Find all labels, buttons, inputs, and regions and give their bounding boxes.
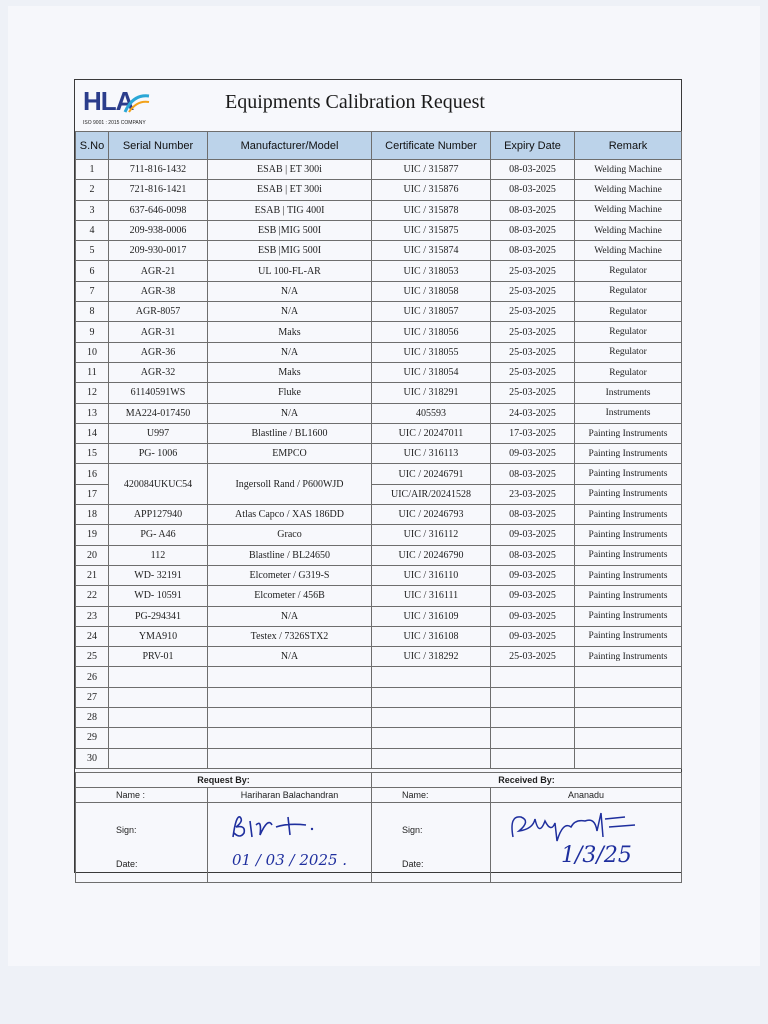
cell-serial: YMA910 xyxy=(109,626,208,646)
table-row xyxy=(76,281,682,301)
cell-serial: 721-816-1421 xyxy=(109,180,208,200)
cell-serial xyxy=(109,708,208,728)
cell-remark: Painting Instruments xyxy=(575,484,682,504)
cell-expiry: 08-03-2025 xyxy=(491,200,575,220)
cell-expiry: 08-03-2025 xyxy=(491,545,575,565)
cell-serial: AGR-31 xyxy=(109,322,208,342)
cell-expiry: 09-03-2025 xyxy=(491,565,575,585)
cell-expiry: 25-03-2025 xyxy=(491,342,575,362)
cell-sno: 8 xyxy=(76,302,109,322)
table-row xyxy=(76,586,682,606)
cell-serial: WD- 10591 xyxy=(109,586,208,606)
cell-model: ESAB | ET 300i xyxy=(208,160,372,180)
cell-cert: UIC / 316108 xyxy=(372,626,491,646)
cell-remark: Painting Instruments xyxy=(575,647,682,667)
cell-remark xyxy=(575,708,682,728)
cell-model: ESAB | ET 300i xyxy=(208,180,372,200)
cell-model: ESB |MIG 500I xyxy=(208,220,372,240)
cell-remark: Regulator xyxy=(575,362,682,382)
table-row xyxy=(76,505,682,525)
cell-expiry: 25-03-2025 xyxy=(491,261,575,281)
cell-sno: 5 xyxy=(76,241,109,261)
cell-remark: Painting Instruments xyxy=(575,626,682,646)
cell-cert: UIC / 20247011 xyxy=(372,423,491,443)
cell-cert: UIC / 315874 xyxy=(372,241,491,261)
table-row xyxy=(76,220,682,240)
table-row xyxy=(76,362,682,382)
cell-remark: Regulator xyxy=(575,322,682,342)
table-row xyxy=(76,626,682,646)
receiver-name: Ananadu xyxy=(491,788,682,803)
cell-sno: 29 xyxy=(76,728,109,748)
cell-serial: 209-938-0006 xyxy=(109,220,208,240)
table-row xyxy=(76,545,682,565)
receiver-signature xyxy=(505,807,645,847)
cell-sno: 20 xyxy=(76,545,109,565)
cell-cert xyxy=(372,687,491,707)
cell-serial: PRV-01 xyxy=(109,647,208,667)
request-sign-date-labels xyxy=(76,803,208,883)
cell-model: Maks xyxy=(208,362,372,382)
cell-serial xyxy=(109,667,208,687)
cell-cert: 405593 xyxy=(372,403,491,423)
cell-remark xyxy=(575,667,682,687)
cell-cert: UIC / 318057 xyxy=(372,302,491,322)
cell-cert: UIC / 318292 xyxy=(372,647,491,667)
cell-cert: UIC / 318055 xyxy=(372,342,491,362)
cell-sno: 25 xyxy=(76,647,109,667)
cell-serial: AGR-32 xyxy=(109,362,208,382)
cell-remark: Painting Instruments xyxy=(575,444,682,464)
cell-expiry: 09-03-2025 xyxy=(491,586,575,606)
cell-serial: 637-646-0098 xyxy=(109,200,208,220)
table-row xyxy=(76,728,682,748)
cell-remark: Welding Machine xyxy=(575,241,682,261)
cell-remark: Painting Instruments xyxy=(575,545,682,565)
requester-signature xyxy=(228,811,318,841)
cell-sno: 16 xyxy=(76,464,109,484)
cell-expiry: 25-03-2025 xyxy=(491,383,575,403)
cell-cert: UIC / 318291 xyxy=(372,383,491,403)
calibration-form xyxy=(74,79,682,873)
cell-remark xyxy=(575,748,682,768)
col-serial-header: Serial Number xyxy=(109,132,208,160)
form-header xyxy=(75,80,681,131)
table-row xyxy=(76,200,682,220)
company-logo xyxy=(81,84,157,128)
cell-expiry: 08-03-2025 xyxy=(491,160,575,180)
cell-sno: 6 xyxy=(76,261,109,281)
cell-sno: 14 xyxy=(76,423,109,443)
request-by-heading: Request By: xyxy=(76,773,372,788)
cell-expiry: 25-03-2025 xyxy=(491,362,575,382)
cell-sno: 11 xyxy=(76,362,109,382)
cell-expiry xyxy=(491,728,575,748)
date-label-request: Date: xyxy=(116,859,138,869)
cell-cert: UIC / 20246790 xyxy=(372,545,491,565)
cell-cert: UIC / 315876 xyxy=(372,180,491,200)
cell-expiry: 08-03-2025 xyxy=(491,464,575,484)
cell-cert: UIC / 316111 xyxy=(372,586,491,606)
cell-serial: 112 xyxy=(109,545,208,565)
cell-remark: Regulator xyxy=(575,342,682,362)
cell-sno: 7 xyxy=(76,281,109,301)
table-row xyxy=(76,525,682,545)
table-row xyxy=(76,261,682,281)
cell-remark: Instruments xyxy=(575,403,682,423)
cell-expiry: 25-03-2025 xyxy=(491,302,575,322)
table-row xyxy=(76,667,682,687)
cell-model: N/A xyxy=(208,647,372,667)
cell-remark: Regulator xyxy=(575,281,682,301)
request-signature-cell xyxy=(208,803,372,883)
cell-remark: Painting Instruments xyxy=(575,606,682,626)
iso-caption: ISO 9001 : 2015 COMPANY xyxy=(83,120,146,126)
cell-model: Maks xyxy=(208,322,372,342)
table-row xyxy=(76,464,682,484)
cell-serial: PG- 1006 xyxy=(109,444,208,464)
cell-expiry xyxy=(491,748,575,768)
cell-expiry: 23-03-2025 xyxy=(491,484,575,504)
cell-remark xyxy=(575,687,682,707)
cell-cert: UIC / 20246791 xyxy=(372,464,491,484)
cell-sno: 24 xyxy=(76,626,109,646)
cell-remark: Painting Instruments xyxy=(575,423,682,443)
cell-remark: Welding Machine xyxy=(575,180,682,200)
received-by-heading: Received By: xyxy=(372,773,682,788)
table-row xyxy=(76,302,682,322)
cell-cert xyxy=(372,708,491,728)
cell-remark xyxy=(575,728,682,748)
cell-sno: 2 xyxy=(76,180,109,200)
cell-cert: UIC / 318056 xyxy=(372,322,491,342)
received-signature-cell xyxy=(491,803,682,883)
cell-remark: Painting Instruments xyxy=(575,525,682,545)
cell-expiry: 24-03-2025 xyxy=(491,403,575,423)
cell-cert: UIC / 318058 xyxy=(372,281,491,301)
cell-serial: MA224-017450 xyxy=(109,403,208,423)
cell-sno: 27 xyxy=(76,687,109,707)
cell-sno: 15 xyxy=(76,444,109,464)
col-remark-header: Remark xyxy=(575,132,682,160)
cell-sno: 4 xyxy=(76,220,109,240)
cell-sno: 10 xyxy=(76,342,109,362)
cell-model: Fluke xyxy=(208,383,372,403)
cell-expiry: 08-03-2025 xyxy=(491,241,575,261)
cell-serial: 209-930-0017 xyxy=(109,241,208,261)
cell-cert: UIC / 316110 xyxy=(372,565,491,585)
cell-cert xyxy=(372,728,491,748)
col-cert-header: Certificate Number xyxy=(372,132,491,160)
cell-serial: AGR-36 xyxy=(109,342,208,362)
cell-sno: 28 xyxy=(76,708,109,728)
table-row xyxy=(76,180,682,200)
table-row xyxy=(76,342,682,362)
cell-serial xyxy=(109,728,208,748)
cell-sno: 30 xyxy=(76,748,109,768)
cell-expiry: 25-03-2025 xyxy=(491,322,575,342)
cell-serial xyxy=(109,687,208,707)
sign-label-request: Sign: xyxy=(116,825,137,835)
cell-serial: 61140591WS xyxy=(109,383,208,403)
cell-remark: Painting Instruments xyxy=(575,586,682,606)
table-row xyxy=(76,647,682,667)
cell-expiry: 08-03-2025 xyxy=(491,505,575,525)
cell-model: Testex / 7326STX2 xyxy=(208,626,372,646)
cell-remark: Painting Instruments xyxy=(575,505,682,525)
cell-expiry xyxy=(491,687,575,707)
cell-model: Elcometer / G319-S xyxy=(208,565,372,585)
cell-sno: 9 xyxy=(76,322,109,342)
cell-expiry xyxy=(491,708,575,728)
table-row xyxy=(76,160,682,180)
cell-model xyxy=(208,708,372,728)
cell-model xyxy=(208,667,372,687)
cell-cert xyxy=(372,667,491,687)
cell-cert: UIC / 316109 xyxy=(372,606,491,626)
cell-sno: 21 xyxy=(76,565,109,585)
cell-sno: 13 xyxy=(76,403,109,423)
cell-remark: Welding Machine xyxy=(575,160,682,180)
cell-serial: 420084UKUC54 xyxy=(109,464,208,505)
cell-model: Blastline / BL24650 xyxy=(208,545,372,565)
date-label-received: Date: xyxy=(402,859,424,869)
cell-model: N/A xyxy=(208,281,372,301)
col-model-header: Manufacturer/Model xyxy=(208,132,372,160)
cell-cert: UIC / 315875 xyxy=(372,220,491,240)
page-title: Equipments Calibration Request xyxy=(225,91,485,113)
cell-expiry: 25-03-2025 xyxy=(491,647,575,667)
col-sno-header: S.No xyxy=(76,132,109,160)
table-row xyxy=(76,383,682,403)
cell-expiry: 08-03-2025 xyxy=(491,220,575,240)
cell-serial: AGR-38 xyxy=(109,281,208,301)
cell-model xyxy=(208,728,372,748)
cell-model: Ingersoll Rand / P600WJD xyxy=(208,464,372,505)
cell-serial: APP127940 xyxy=(109,505,208,525)
col-expiry-header: Expiry Date xyxy=(491,132,575,160)
cell-serial: PG-294341 xyxy=(109,606,208,626)
cell-expiry: 09-03-2025 xyxy=(491,626,575,646)
equipment-table xyxy=(75,131,682,769)
table-row xyxy=(76,322,682,342)
cell-remark: Instruments xyxy=(575,383,682,403)
logo-wave-icon xyxy=(123,92,151,114)
table-row xyxy=(76,565,682,585)
table-row xyxy=(76,708,682,728)
name-label-received: Name: xyxy=(372,788,491,803)
cell-model: Blastline / BL1600 xyxy=(208,423,372,443)
logo-text: HLA xyxy=(83,86,134,116)
cell-expiry: 09-03-2025 xyxy=(491,525,575,545)
sign-label-received: Sign: xyxy=(402,825,423,835)
cell-sno: 19 xyxy=(76,525,109,545)
cell-remark: Welding Machine xyxy=(575,220,682,240)
cell-model: ESB |MIG 500I xyxy=(208,241,372,261)
cell-cert: UIC / 316113 xyxy=(372,444,491,464)
cell-model xyxy=(208,748,372,768)
cell-sno: 12 xyxy=(76,383,109,403)
cell-model: Atlas Capco / XAS 186DD xyxy=(208,505,372,525)
cell-model xyxy=(208,687,372,707)
cell-serial: U997 xyxy=(109,423,208,443)
cell-remark: Regulator xyxy=(575,261,682,281)
table-row xyxy=(76,444,682,464)
cell-cert xyxy=(372,748,491,768)
cell-model: Elcometer / 456B xyxy=(208,586,372,606)
cell-serial: PG- A46 xyxy=(109,525,208,545)
cell-model: N/A xyxy=(208,606,372,626)
cell-serial: 711-816-1432 xyxy=(109,160,208,180)
cell-model: N/A xyxy=(208,403,372,423)
cell-remark: Painting Instruments xyxy=(575,565,682,585)
cell-sno: 22 xyxy=(76,586,109,606)
cell-cert: UIC / 315877 xyxy=(372,160,491,180)
cell-serial: AGR-21 xyxy=(109,261,208,281)
cell-serial: AGR-8057 xyxy=(109,302,208,322)
cell-expiry: 09-03-2025 xyxy=(491,444,575,464)
cell-expiry: 25-03-2025 xyxy=(491,281,575,301)
cell-model: N/A xyxy=(208,342,372,362)
table-row xyxy=(76,403,682,423)
cell-cert: UIC / 318053 xyxy=(372,261,491,281)
cell-expiry: 09-03-2025 xyxy=(491,606,575,626)
cell-expiry xyxy=(491,667,575,687)
cell-sno: 3 xyxy=(76,200,109,220)
cell-expiry: 17-03-2025 xyxy=(491,423,575,443)
cell-model: EMPCO xyxy=(208,444,372,464)
cell-serial: WD- 32191 xyxy=(109,565,208,585)
cell-sno: 1 xyxy=(76,160,109,180)
cell-sno: 17 xyxy=(76,484,109,504)
received-sign-date-labels xyxy=(372,803,491,883)
cell-cert: UIC / 318054 xyxy=(372,362,491,382)
cell-serial xyxy=(109,748,208,768)
cell-model: Graco xyxy=(208,525,372,545)
cell-sno: 26 xyxy=(76,667,109,687)
table-row xyxy=(76,423,682,443)
cell-cert: UIC/AIR/20241528 xyxy=(372,484,491,504)
table-row xyxy=(76,748,682,768)
cell-sno: 18 xyxy=(76,505,109,525)
signature-table xyxy=(75,772,682,883)
cell-cert: UIC / 316112 xyxy=(372,525,491,545)
cell-model: UL 100-FL-AR xyxy=(208,261,372,281)
cell-expiry: 08-03-2025 xyxy=(491,180,575,200)
table-header-row xyxy=(76,132,682,160)
cell-cert: UIC / 20246793 xyxy=(372,505,491,525)
requester-name: Hariharan Balachandran xyxy=(208,788,372,803)
cell-model: N/A xyxy=(208,302,372,322)
table-row xyxy=(76,687,682,707)
cell-sno: 23 xyxy=(76,606,109,626)
name-label-request: Name : xyxy=(76,788,208,803)
cell-remark: Welding Machine xyxy=(575,200,682,220)
receiver-date-handwritten: 1/3/25 xyxy=(561,843,632,868)
cell-model: ESAB | TIG 400I xyxy=(208,200,372,220)
cell-remark: Painting Instruments xyxy=(575,464,682,484)
table-row xyxy=(76,606,682,626)
cell-remark: Regulator xyxy=(575,302,682,322)
table-row xyxy=(76,241,682,261)
request-date-handwritten: 01 / 03 / 2025 . xyxy=(232,851,348,869)
cell-cert: UIC / 315878 xyxy=(372,200,491,220)
